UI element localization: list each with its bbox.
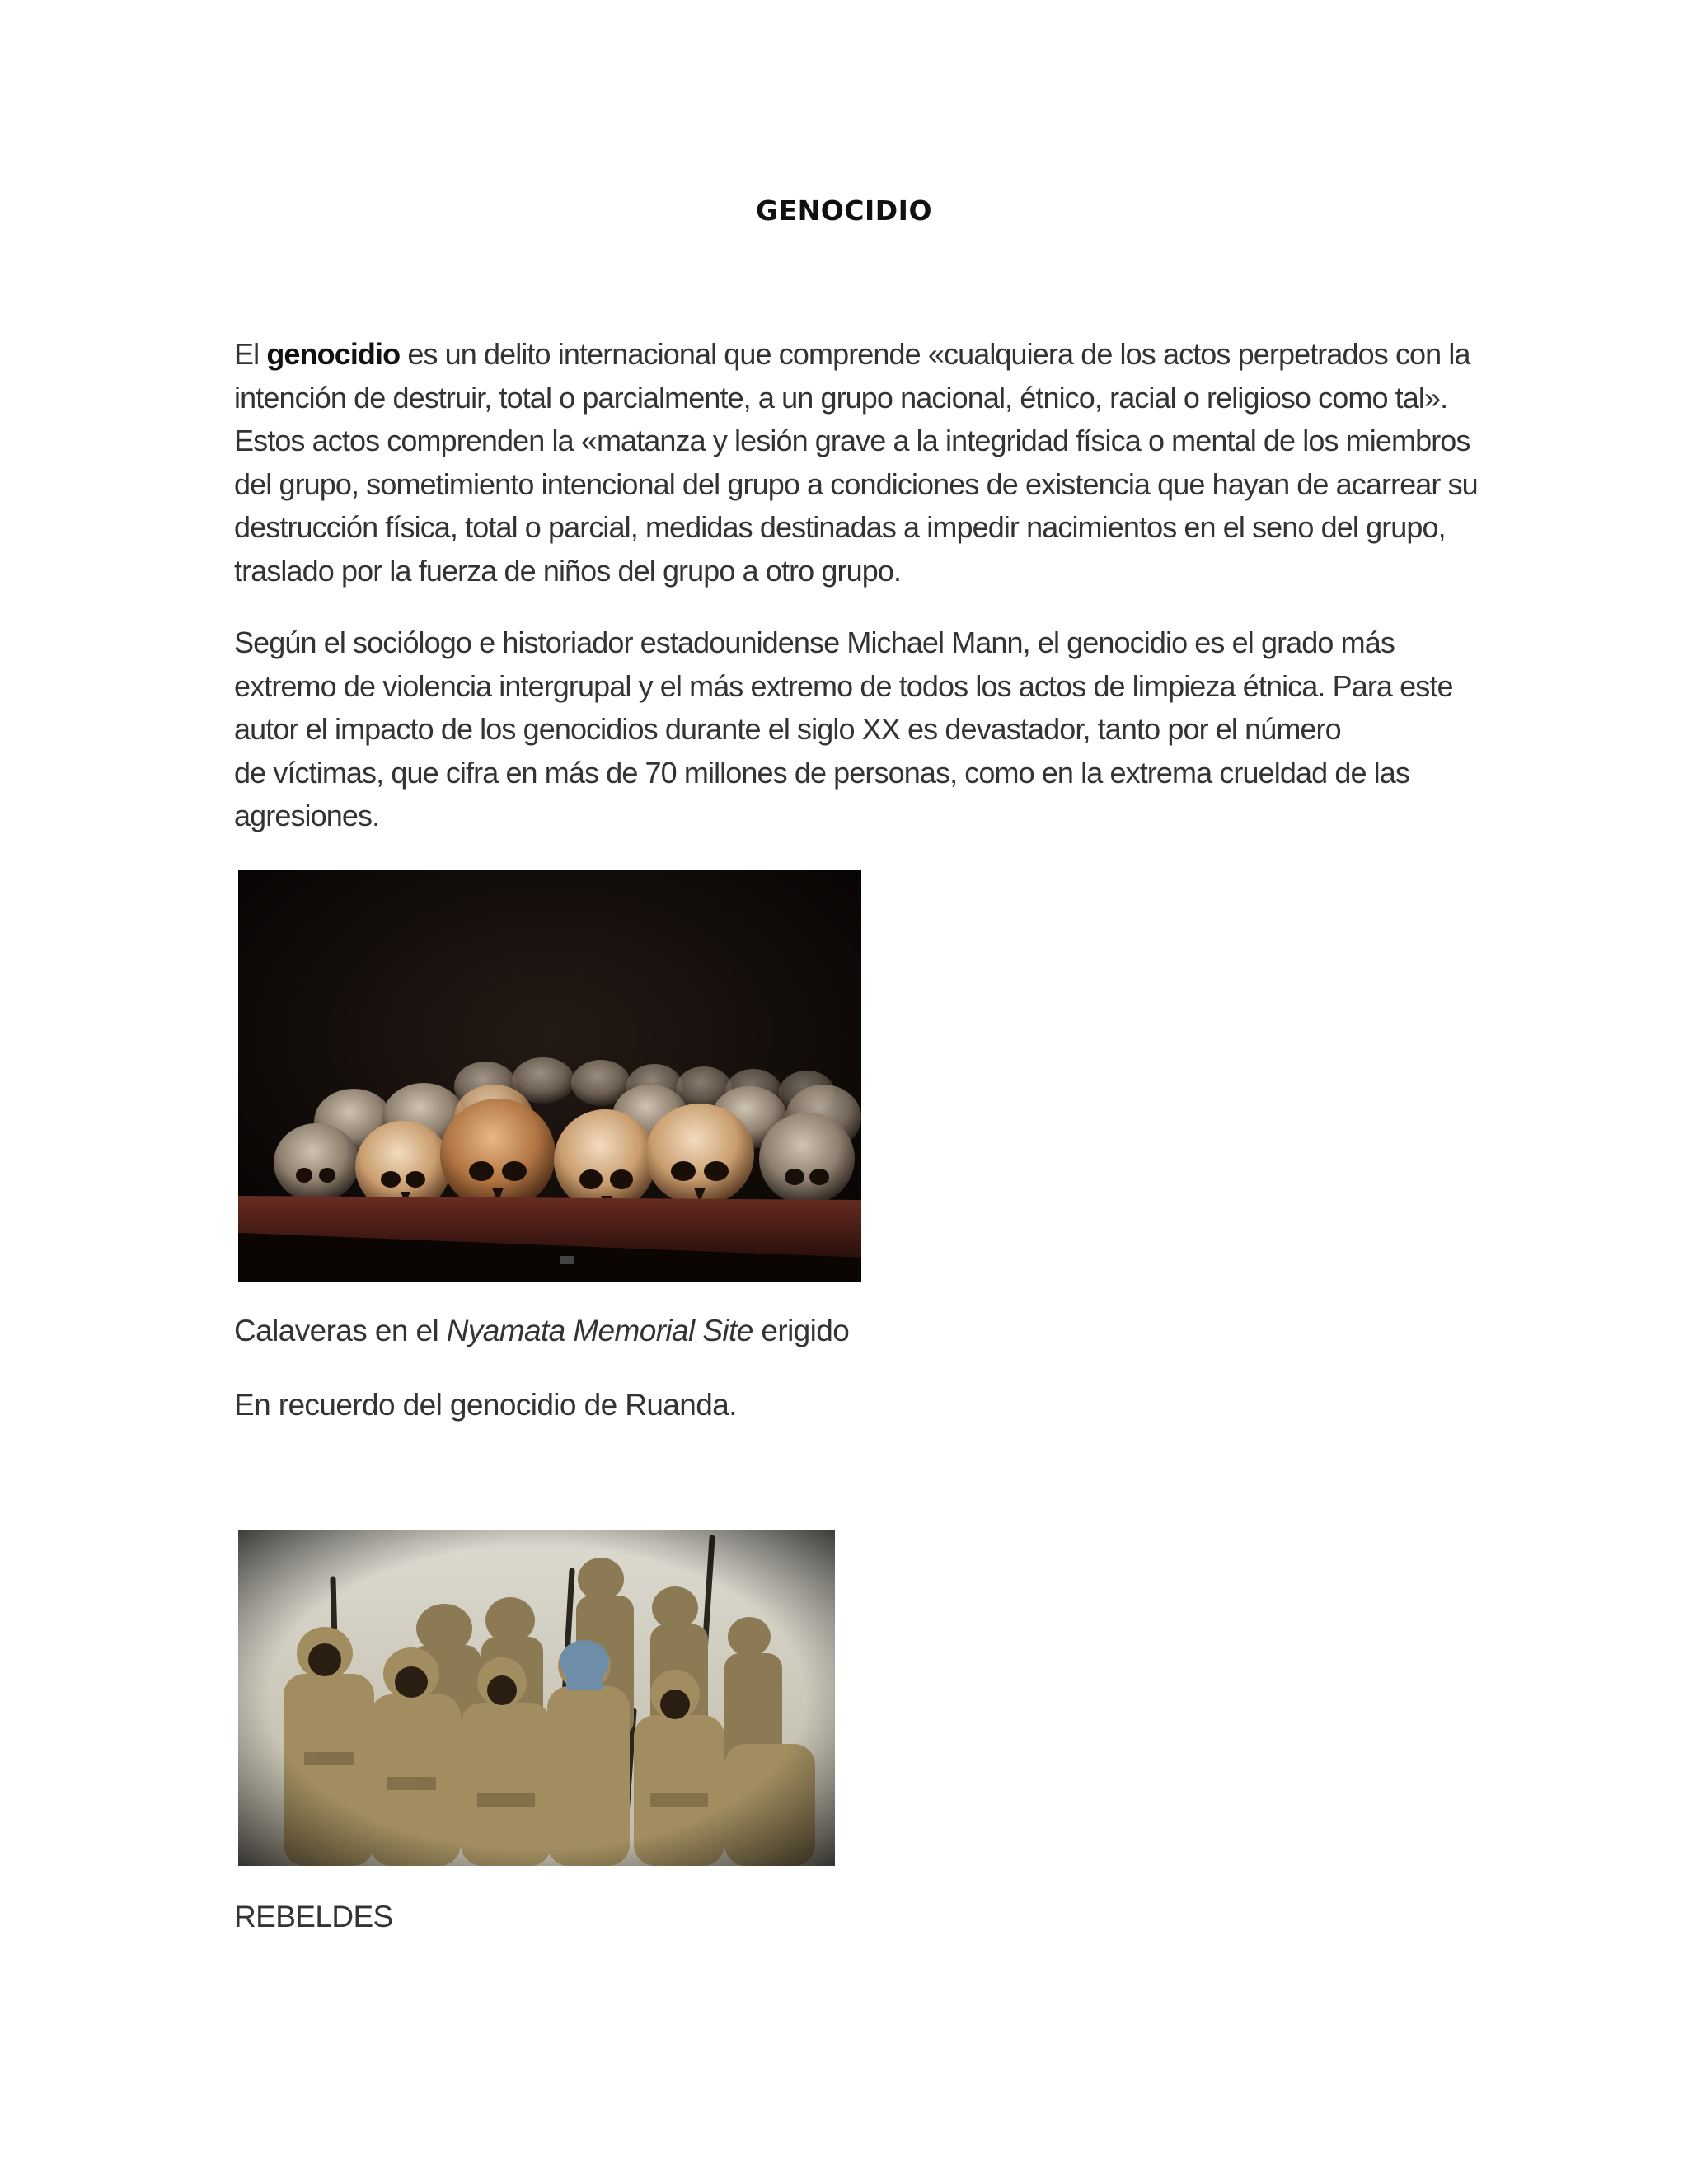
paragraph-line: Estos actos comprenden la «matanza y lesión grave a la integridad física o mental de los miembros xyxy=(234,424,1470,457)
paragraph-line: Según el sociólogo e historiador estadounidense Michael Mann, el genocidio es el grado más xyxy=(234,626,1395,659)
rebels-photo xyxy=(238,1530,835,1866)
paragraph-definition xyxy=(234,333,1478,593)
paragraph-michael-mann xyxy=(234,621,1454,838)
caption-italic: Nyamata Memorial Site xyxy=(446,1314,753,1347)
skulls-illustration xyxy=(238,870,861,1282)
rebels-illustration xyxy=(238,1530,835,1866)
caption-rwanda: En recuerdo del genocidio de Ruanda. xyxy=(234,1388,737,1422)
paragraph-line: de víctimas, que cifra en más de 70 millones de personas, como en la extrema crueldad de las xyxy=(234,755,1409,790)
caption-skulls: Calaveras en el Nyamata Memorial Site erigido xyxy=(234,1314,850,1347)
paragraph-line: extremo de violencia intergrupal y el más extremo de todos los actos de limpieza étnica. Para este xyxy=(234,668,1453,703)
bold-term: genocidio xyxy=(266,337,401,371)
paragraph-line: autor el impacto de los genocidios durante el siglo XX es devastador, tanto por el número xyxy=(234,712,1341,746)
paragraph-line: destrucción física, total o parcial, medidas destinadas a impedir nacimientos en el seno del grupo, xyxy=(234,510,1446,544)
paragraph-line: traslado por la fuerza de niños del grupo a otro grupo. xyxy=(234,553,902,588)
paragraph-line: intención de destruir, total o parcialmente, a un grupo nacional, étnico, racial o religioso como tal». xyxy=(234,380,1448,415)
paragraph-line: El genocidio es un delito internacional que comprende «cualquiera de los actos perpetrados con la xyxy=(234,337,1470,371)
paragraph-line: agresiones. xyxy=(234,799,380,832)
document-title: GENOCIDIO xyxy=(755,194,933,227)
caption-rebels: REBELDES xyxy=(234,1900,393,1933)
skulls-photo xyxy=(238,870,861,1282)
paragraph-line: del grupo, sometimiento intencional del grupo a condiciones de existencia que hayan de acarrear su xyxy=(234,466,1478,501)
